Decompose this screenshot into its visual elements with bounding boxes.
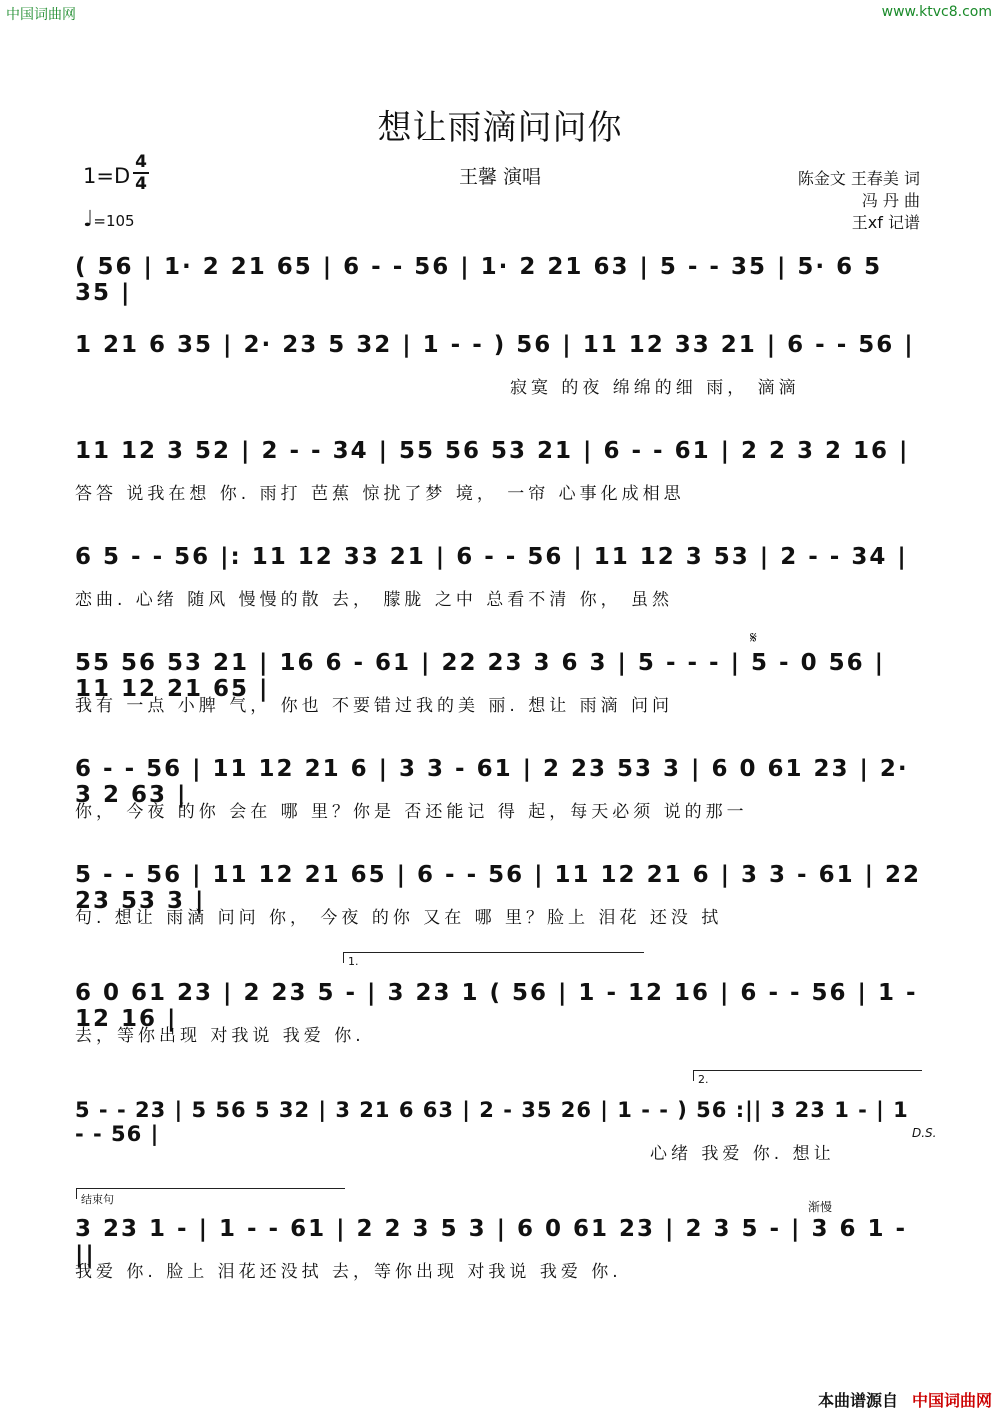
score-row-7: 5 - - 56 | 11 12 21 65 | 6 - - 56 | 11 12 21 6 | 3 3 - 61 | 22 23 53 3 | bbox=[75, 862, 922, 914]
footer-site-link[interactable]: 中国词曲网 bbox=[911, 1391, 992, 1410]
score-row-9: 5 - - 23 | 5 56 5 32 | 3 21 6 63 | 2 - 35 26 | 1 - - ) 56 :|| 3 23 1 - | 1 - - 56 | bbox=[75, 1098, 909, 1146]
ds-mark: D.S. bbox=[912, 1126, 937, 1140]
footer-source bbox=[818, 1388, 992, 1411]
lyric-row-7: 句. 想让 雨滴 问问 你， 今夜 的你 又在 哪 里？脸上 泪花 还没 拭 bbox=[75, 908, 723, 928]
lyricist-credit: 陈金文 王春美 词 bbox=[797, 169, 920, 188]
transcriber-credit: 王xf 记谱 bbox=[851, 213, 920, 232]
score-row-1: ( 56 | 1· 2 21 65 | 6 - - 56 | 1· 2 21 63 | 5 - - 35 | 5· 6 5 35 | bbox=[75, 254, 883, 306]
lyric-row-10: 我爱 你. 脸上 泪花还没拭 去，等你出现 对我说 我爱 你. bbox=[75, 1262, 622, 1282]
score-row-4: 6 5 - - 56 |: 11 12 33 21 | 6 - - 56 | 11 12 3 53 | 2 - - 34 | bbox=[75, 544, 908, 570]
lyric-row-9: 心绪 我爱 你. 想让 bbox=[650, 1144, 835, 1164]
lyric-row-8: 去，等你出现 对我说 我爱 你. bbox=[75, 1026, 365, 1046]
time-signature bbox=[133, 153, 149, 193]
score-row-2: 1 21 6 35 | 2· 23 5 32 | 1 - - ) 56 | 11 12 33 21 | 6 - - 56 | bbox=[75, 332, 915, 358]
composer-credit: 冯 丹 曲 bbox=[861, 191, 920, 210]
ending-bracket: 结束句 bbox=[76, 1188, 345, 1199]
site-url-right[interactable]: www.ktvc8.com bbox=[881, 4, 992, 20]
lyric-row-2: 寂寞 的夜 绵绵的细 雨， 滴滴 bbox=[510, 378, 800, 398]
quarter-note-icon: ♩ bbox=[83, 207, 94, 232]
volta-2-bracket: 2. bbox=[693, 1070, 922, 1081]
score-row-8: 6 0 61 23 | 2 23 5 - | 3 23 1 ( 56 | 1 - 12 16 | 6 - - 56 | 1 - 12 16 | bbox=[75, 980, 918, 1032]
key-signature: 1=D bbox=[83, 164, 131, 188]
score-row-10: 3 23 1 - | 1 - - 61 | 2 2 3 5 3 | 6 0 61 23 | 2 3 5 - | 3 6 1 - || bbox=[75, 1216, 908, 1268]
time-top: 4 bbox=[135, 152, 147, 172]
lyric-row-6: 你， 今夜 的你 会在 哪 里？你是 否还能记 得 起，每天必须 说的那一 bbox=[75, 802, 748, 822]
tempo-marking: ♩=105 bbox=[83, 207, 135, 232]
song-title: 想让雨滴问问你 bbox=[377, 108, 623, 148]
ritardando-mark: 渐慢 bbox=[808, 1200, 833, 1214]
site-name-left[interactable]: 中国词曲网 bbox=[6, 7, 76, 23]
singer-credit: 王馨 演唱 bbox=[458, 166, 542, 188]
lyric-row-3: 答答 说我在想 你. 雨打 芭蕉 惊扰了梦 境， 一帘 心事化成相思 bbox=[75, 484, 685, 504]
footer-source-text: 本曲谱源自 bbox=[817, 1391, 898, 1410]
segno-mark: 𝄋 bbox=[750, 628, 757, 647]
lyric-row-4: 恋曲. 心绪 随风 慢慢的散 去， 朦胧 之中 总看不清 你， 虽然 bbox=[75, 590, 674, 610]
score-row-5: 55 56 53 21 | 16 6 - 61 | 22 23 3 6 3 | 5 - - - | 5 - 0 56 | 11 12 21 65 | bbox=[75, 650, 885, 702]
score-row-6: 6 - - 56 | 11 12 21 6 | 3 3 - 61 | 2 23 53 3 | 6 0 61 23 | 2· 3 2 63 | bbox=[75, 756, 909, 808]
volta-1-bracket: 1. bbox=[343, 952, 644, 963]
score-row-3: 11 12 3 52 | 2 - - 34 | 55 56 53 21 | 6 - - 61 | 2 2 3 2 16 | bbox=[75, 438, 910, 464]
time-bottom: 4 bbox=[135, 174, 147, 194]
lyric-row-5: 我有 一点 小脾 气， 你也 不要错过我的美 丽. 想让 雨滴 问问 bbox=[75, 696, 674, 716]
